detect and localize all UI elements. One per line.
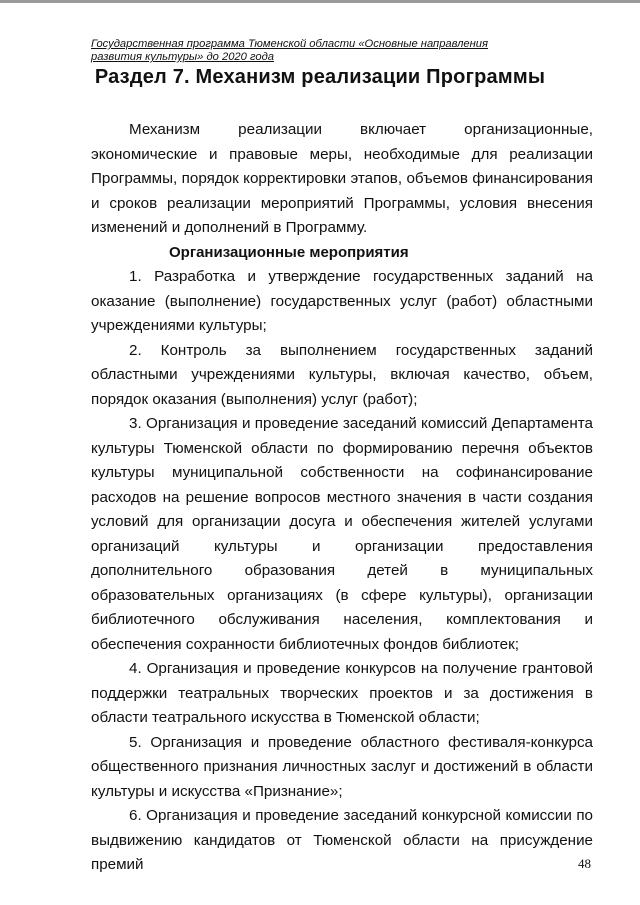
subheading: Организационные мероприятия [169, 243, 409, 261]
document-body [91, 113, 593, 878]
running-header [91, 38, 489, 64]
list-item-3: 3. Организация и проведение заседаний комиссий Департамента культуры Тюменской области по формированию перечня объектов культуры муниципальной собственности на софинансирование расходов на решение вопросов местного значения в части создания условий для организации досуга и обеспечения жителей услугами организаций культуры и организации предоставления дополнительного образования детей в муниципальных образовательных организациях (в сфере культуры), организации библиотечного обслуживания населения, комплектования и обеспечения сохранности библиотечных фондов библиотек; [91, 415, 593, 653]
page-number: 48 [578, 856, 591, 871]
list-item-2: 2. Контроль за выполнением государственных заданий областными учреждениями культуры, включая качество, объем, порядок оказания (выполнения) услуг (работ); [91, 341, 593, 408]
scan-edge [0, 0, 640, 3]
running-header-line-1: Государственная программа Тюменской области «Основные направления [91, 38, 489, 50]
list-item-1: 1. Разработка и утверждение государственных заданий на оказание (выполнение) государственных услуг (работ) областными учреждениями культуры; [91, 268, 593, 334]
list-item-5: 5. Организация и проведение областного фестиваля-конкурса общественного признания личностных заслуг и достижений в области культуры и искусства «Признание»; [91, 733, 593, 800]
intro-paragraph: Механизм реализации включает организационные, экономические и правовые меры, необходимые для реализации Программы, порядок корректировки этапов, объемов финансирования и сроков реализации мероприятий Программы, условия внесения изменений и дополнений в Программу. [91, 121, 593, 236]
section-title: Раздел 7. Механизм реализации Программы [94, 66, 546, 88]
running-header-line-2: развития культуры» до 2020 года [91, 51, 275, 63]
list-item-4: 4. Организация и проведение конкурсов на получение грантовой поддержки театральных творческих проектов и за достижения в области театрального искусства в Тюменской области; [91, 660, 593, 726]
list-item-6: 6. Организация и проведение заседаний конкурсной комиссии по выдвижению кандидатов от Тюменской области на присуждение премий [91, 807, 593, 873]
